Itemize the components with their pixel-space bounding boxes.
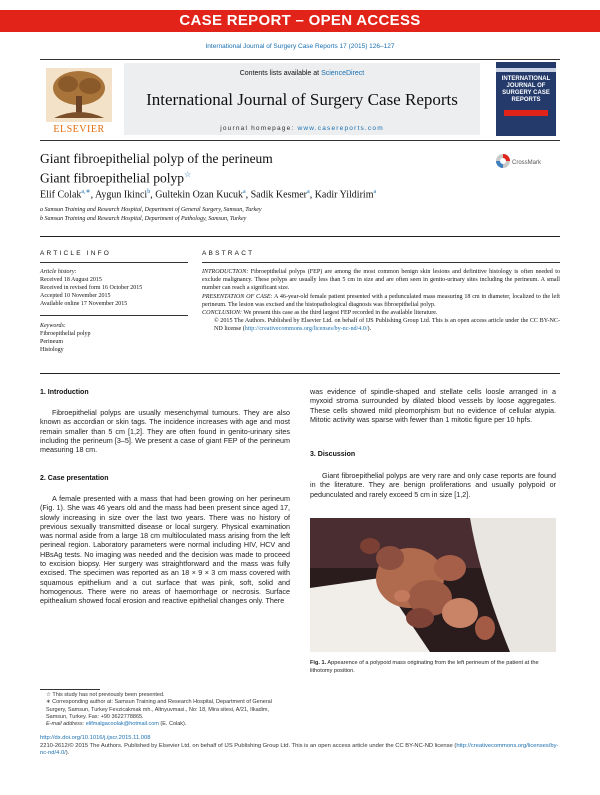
abstract-intro-label: INTRODUCTION: [202, 269, 249, 275]
homepage-prefix: journal homepage: [220, 125, 298, 132]
author-list: Elif Colak$^{a,∗}$, Aygun Ikinci$^b$, Gultekin Ozan Kucuk$^a$, Sadik Kesmer$^a$, Kadir Yildirim$^a$ [40, 189, 377, 201]
elsevier-tree-logo [40, 66, 118, 132]
open-access-banner: CASE REPORT – OPEN ACCESS [0, 10, 600, 32]
abstract-conclusion-text: We present this case as the third largest FEP recorded in the available literature. [241, 310, 438, 317]
affiliation-a: a Samsun Training and Research Hospital, Department of General Surgery, Samsun, Turkey [40, 207, 262, 213]
article-title: Giant fibroepithelial polyp of the perineum [40, 151, 273, 166]
author-affiliation-mark[interactable]: a [373, 189, 377, 195]
author-affiliation-mark[interactable]: b [147, 189, 151, 195]
discussion-text: Giant fibroepithelial polyps are very rare and only case reports are found in the literature. They are benign proliferations and usually polypoid or pedunculated and rarely exceed 5 cm in size [1,2]. [310, 471, 556, 499]
abstract-presentation-text: A 46-year-old female patient presented with a pedunculated mass measuring 18 cm in diameter, localized to the left perineum. The lesion was excised and the histopathological diagnosis was fibroepithelial polyp. [202, 293, 560, 308]
email-label: E-mail address: [46, 721, 85, 728]
doi-link[interactable]: http://dx.doi.org/10.1016/j.ijscr.2015.11.008 [40, 735, 151, 741]
introduction-text: Fibroepithelial polyps are usually mesenchymal tumours. They are also known as accordian or skin tags. The incidence increases with age and most remain smaller than 5 cm [1,2]. They are often found in genito-urinary sites including the perineum [3–5]. We present a case of giant FEP of the perineum measuring 18 cm. [40, 408, 290, 455]
doi-license [40, 743, 560, 758]
abstract-conclusion-label: CONCLUSION: [202, 310, 242, 317]
abstract-bottom-rule [40, 373, 560, 374]
doi-block [40, 735, 560, 758]
history-received: Received 18 August 2015 [40, 277, 102, 283]
abstract-text [202, 268, 560, 334]
email-link[interactable]: elifmalgacoolak@hotmail.com [85, 721, 159, 728]
contents-prefix: Contents lists available at [239, 70, 322, 77]
history-online: Available online 17 November 2015 [40, 301, 128, 307]
figure-caption-label: Fig. 1. [310, 660, 327, 666]
keyword: Histology [40, 347, 64, 353]
author-name[interactable]: Aygun Ikinci [95, 189, 148, 201]
journal-title[interactable]: International Journal of Surgery Case Reports [146, 90, 458, 109]
history-rule [40, 315, 188, 316]
homepage-link[interactable]: www.casereports.com [297, 125, 384, 132]
keyword: Perineum [40, 339, 63, 345]
subtitle-footnote-mark[interactable]: ☆ [183, 170, 192, 179]
author-name[interactable]: Sadik Kesmer [250, 189, 308, 201]
abstract-presentation [202, 293, 560, 309]
author-affiliation-mark[interactable]: a,∗ [81, 189, 91, 195]
email-name: (E. Colak). [158, 721, 187, 728]
abstract-introduction [202, 268, 560, 293]
article-info-heading: ARTICLE INFO [40, 250, 112, 257]
keywords-label: Keywords: [40, 323, 66, 329]
doi-license-text: 2210-2612/© 2015 The Authors. Published by Elsevier Ltd. on behalf of IJS Publishing Group Ltd. This is an open access article under the CC BY-NC-ND license ( [40, 742, 457, 749]
footnote-star: ☆ This study has not previously been presented. [46, 692, 165, 698]
article-subtitle-text: Giant fibroepithelial polyp [40, 170, 184, 186]
journal-homepage [124, 125, 480, 132]
discussion-heading: 3. Discussion [310, 451, 356, 458]
copyright-end: ). [367, 326, 372, 333]
doi-license-end: ). [65, 750, 70, 756]
case-presentation-text: A female presented with a mass that had been growing on her perineum (Fig. 1). She was 46 years old and the mass had been present since aged 17, slowly increasing in size over the last two years. There was no history of previous sexually transmitted disease or local surgery. Physical examination was normal aside from a large 18 cm multiloculated mass arising from the left perineal region. Laboratory parameters were normal including HIV, HCV and HBsAg tests. No imaging was needed and the decision was made to proceed to excision biopsy. Her surgery was straightforward and the mass was fully excised. The specimen was reported as an 18 × 9 × 3 cm mass covered with squamous epithelium and a cut surface that was pink, soft, solid and homogenous. There were no areas of haemorrhage or necrosis. Surface epithealium showed focal erosion and reactive epithelial changes only. There [40, 494, 290, 606]
history-revised: Received in revised form 16 October 2015 [40, 285, 143, 291]
sciencedirect-link[interactable]: ScienceDirect [321, 70, 365, 77]
author-name[interactable]: Gultekin Ozan Kucuk [155, 189, 243, 201]
article-info-rule [40, 262, 188, 263]
author-name[interactable]: Elif Colak [40, 189, 82, 201]
crossmark-label: CrossMark [512, 160, 542, 166]
figure-caption-text: Appearence of a polypoid mass originating from the left perineum of the patient at the lithotomy position. [310, 660, 539, 674]
footnote-rule [40, 689, 100, 690]
article-subtitle [40, 167, 191, 187]
header-top-rule [40, 59, 560, 60]
history-accepted: Accepted 10 November 2015 [40, 293, 111, 299]
footnote-email [40, 721, 290, 728]
elsevier-wordmark: ELSEVIER [53, 124, 105, 135]
license-link[interactable]: http://creativecommons.org/licenses/by-nc-nd/4.0/ [244, 326, 368, 333]
abstract-intro-text: Fibroepithelial polyps (FEP) are among the most common benign skin lesions and definitive histology is often needed to exclude malignancy. These polyps are usually less than 5 cm in size and are often seen in genito-urinary sites including the perineum. A small number can reach a significant size. [202, 269, 560, 292]
author-name[interactable]: Kadir Yildirim [314, 189, 374, 201]
journal-cover-thumbnail[interactable] [496, 62, 556, 136]
abstract-rule [202, 262, 560, 263]
article-history [40, 268, 190, 308]
section-rule [40, 236, 560, 237]
introduction-heading: 1. Introduction [40, 389, 89, 396]
author-affiliation-mark[interactable]: a [307, 189, 310, 195]
keyword: Fibroepithelial polyp [40, 331, 91, 337]
keywords [40, 322, 190, 354]
abstract-heading: ABSTRACT [202, 250, 255, 257]
affiliation-b: b Samsun Training and Research Hospital, Department of Pathology, Samsun, Turkey [40, 216, 247, 222]
case-presentation-heading: 2. Case presentation [40, 475, 109, 482]
case-presentation-continued: was evidence of spindle-shaped and stellate cells loosle arranged in a myxoid stroma surrounded by dilated blood vessels by loose aggregates. These cells showed mild pleomorphism but no evidence of cellular atypia. Mitotic activity was sparse with fewer than 1 mitotic figure per 10 hpfs. [310, 387, 556, 424]
contents-line [124, 70, 480, 77]
figure-1-caption [310, 660, 556, 675]
footnote-corresponding: ∗ Corresponding author at: Samsun Training and Research Hospital, Department of General Surgery, Samsun, Turkey Fevzicakmak mh., Altnyuvmasi., No: 18, Mira sitesi, A/21, Ilkadim, Samsun, Turkey. Fax: +90 3622778865. [46, 699, 272, 720]
abstract-presentation-label: PRESENTATION OF CASE: [202, 293, 273, 300]
cover-title: INTERNATIONAL JOURNAL OF SURGERY CASE REPORTS [501, 76, 551, 103]
copyright-text: © 2015 The Authors. Published by Elsevier Ltd. on behalf of IJS Publishing Group Ltd. This is an open access article under the CC BY-NC-ND license ( [214, 318, 560, 333]
doi-license-link[interactable]: http://creativecommons.org/licenses/by-nc-nd/4.0/ [40, 742, 559, 756]
footnotes [40, 692, 290, 728]
figure-1-photo[interactable] [310, 518, 556, 652]
abstract-conclusion [202, 309, 560, 317]
crossmark-icon[interactable] [495, 152, 543, 170]
journal-citation[interactable]: International Journal of Surgery Case Reports 17 (2015) 126–127 [205, 43, 395, 50]
abstract-copyright [202, 317, 560, 333]
history-label: Article history: [40, 269, 77, 275]
header-bottom-rule [40, 140, 560, 141]
author-affiliation-mark[interactable]: a [242, 189, 246, 195]
